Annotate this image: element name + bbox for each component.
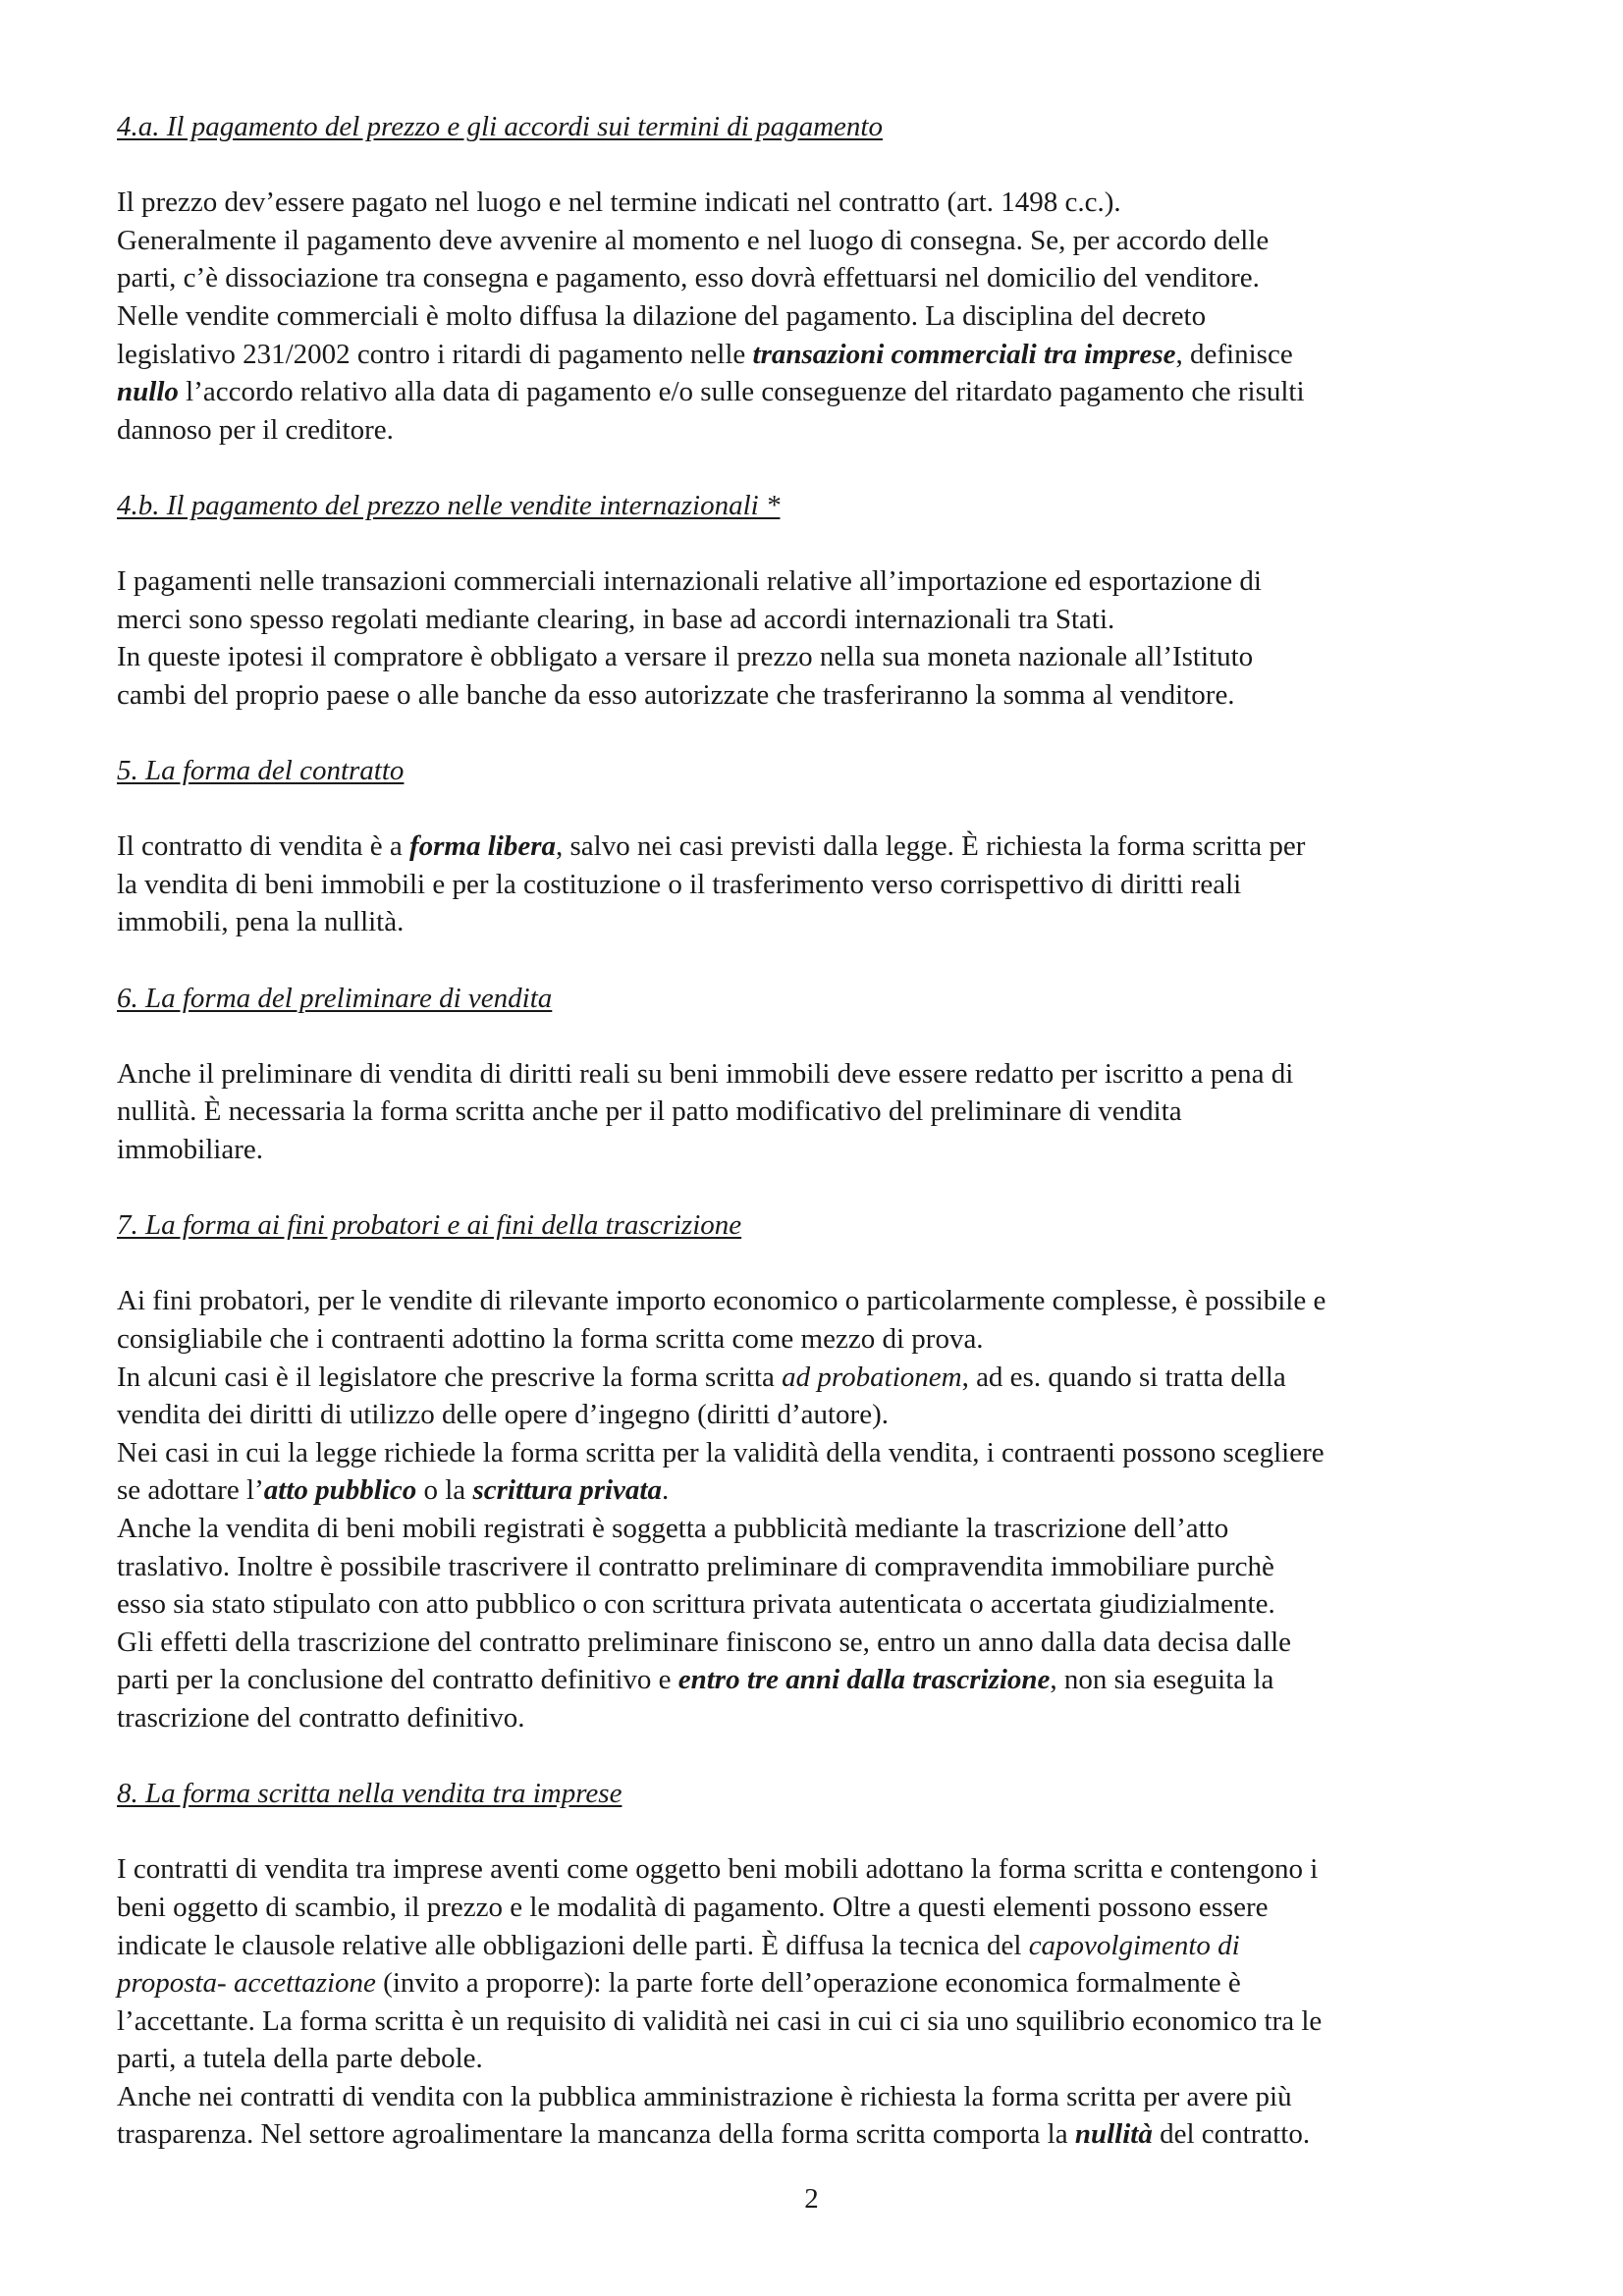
text-run: parti per la conclusione del contratto definitivo e xyxy=(117,1664,678,1696)
text-run: Anche il preliminare di vendita di diritti reali su beni immobili deve essere redatto per iscritto a pena di xyxy=(117,1057,1294,1090)
text-line xyxy=(117,1585,1521,1624)
text-run: immobiliare. xyxy=(117,1134,263,1166)
text-run: Generalmente il pagamento deve avvenire al momento e nel luogo di consegna. Se, per accordo delle xyxy=(117,224,1270,256)
text-line xyxy=(117,1927,1521,1965)
text-run: . xyxy=(662,1474,670,1507)
text-line xyxy=(117,866,1521,904)
text-run: legislativo 231/2002 contro i ritardi di pagamento nelle xyxy=(117,338,753,370)
text-run: parti, c’è dissociazione tra consegna e pagamento, esso dovrà effettuarsi nel domicilio del venditore. xyxy=(117,262,1260,294)
text-line xyxy=(117,1964,1521,2002)
section-heading: 5. La forma del contratto xyxy=(117,755,405,787)
text-line xyxy=(117,259,1521,297)
text-run: Ai fini probatori, per le vendite di rilevante importo economico o particolarmente complesse, è possibile e xyxy=(117,1285,1326,1317)
text-line xyxy=(117,1471,1521,1510)
emphasis-text: forma libera xyxy=(408,830,556,863)
text-run: o la xyxy=(416,1474,473,1507)
text-run: Anche la vendita di beni mobili registrati è soggetta a pubblicità mediante la trascrizione dell’atto xyxy=(117,1512,1229,1544)
section-paragraph xyxy=(117,184,1521,449)
text-run: consigliabile che i contraenti adottino la forma scritta come mezzo di prova. xyxy=(117,1323,984,1355)
text-run: l’accettante. La forma scritta è un requisito di validità nei casi in cui ci sia uno squilibrio economico tra le xyxy=(117,2004,1323,2037)
text-run: vendita dei diritti di utilizzo delle opere d’ingegno (diritti d’autore). xyxy=(117,1399,889,1431)
text-run: se adottare l’ xyxy=(117,1474,264,1507)
text-run: la vendita di beni immobili e per la costituzione o il trasferimento verso corrispettivo di diritti reali xyxy=(117,868,1242,900)
text-line xyxy=(117,903,1521,941)
section-paragraph xyxy=(117,1850,1521,2154)
text-run: , salvo nei casi previsti dalla legge. È richiesta la forma scritta per xyxy=(555,830,1306,863)
section-paragraph xyxy=(117,562,1521,714)
emphasis-text: transazioni commerciali tra imprese xyxy=(752,338,1176,370)
text-line xyxy=(117,1131,1521,1169)
text-run: immobili, pena la nullità. xyxy=(117,906,405,938)
text-run: , definisce xyxy=(1175,338,1293,370)
section-heading: 4.b. Il pagamento del prezzo nelle vendite internazionali * xyxy=(117,489,781,521)
text-line xyxy=(117,1320,1521,1359)
emphasis-text: entro tre anni dalla trascrizione xyxy=(677,1664,1051,1696)
section-paragraph xyxy=(117,1055,1521,1169)
text-line xyxy=(117,1434,1521,1472)
text-run: In queste ipotesi il compratore è obbligato a versare il prezzo nella sua moneta nazionale all’Istituto xyxy=(117,641,1254,673)
text-line xyxy=(117,411,1521,450)
text-line xyxy=(117,1055,1521,1094)
text-run: trasparenza. Nel settore agroalimentare la mancanza della forma scritta comporta la xyxy=(117,2118,1075,2151)
text-line xyxy=(117,1548,1521,1586)
text-line xyxy=(117,336,1521,374)
section-heading: 6. La forma del preliminare di vendita xyxy=(117,982,553,1014)
text-line xyxy=(117,1093,1521,1131)
text-line xyxy=(117,2002,1521,2041)
text-line xyxy=(117,1359,1521,1397)
text-run: merci sono spesso regolati mediante clearing, in base ad accordi internazionali tra Stati. xyxy=(117,603,1115,635)
italic-text: ad probationem xyxy=(782,1361,962,1393)
italic-text: capovolgimento di xyxy=(1028,1929,1240,1961)
text-line xyxy=(117,297,1521,336)
text-line xyxy=(117,562,1521,601)
text-line xyxy=(117,2115,1521,2154)
text-run: Il prezzo dev’essere pagato nel luogo e nel termine indicati nel contratto (art. 1498 c.c.). xyxy=(117,187,1121,219)
text-line xyxy=(117,1889,1521,1927)
text-run: Anche nei contratti di vendita con la pubblica amministrazione è richiesta la forma scritta per avere più xyxy=(117,2080,1292,2112)
text-run: indicate le clausole relative alle obbligazioni delle parti. È diffusa la tecnica del xyxy=(117,1929,1029,1961)
text-run: parti, a tutela della parte debole. xyxy=(117,2043,483,2075)
section-heading: 8. La forma scritta nella vendita tra imprese xyxy=(117,1778,622,1810)
section-heading: 7. La forma ai fini probatori e ai fini della trascrizione xyxy=(117,1209,742,1242)
section-heading: 4.a. Il pagamento del prezzo e gli accordi sui termini di pagamento xyxy=(117,111,883,142)
text-line xyxy=(117,2078,1521,2116)
text-line xyxy=(117,1850,1521,1889)
text-run: , ad es. quando si tratta della xyxy=(961,1361,1286,1393)
text-run: cambi del proprio paese o alle banche da esso autorizzate che trasferiranno la somma al venditore. xyxy=(117,678,1235,711)
text-run: nullità. È necessaria la forma scritta anche per il patto modificativo del preliminare di vendita xyxy=(117,1095,1182,1128)
text-line xyxy=(117,1661,1521,1699)
page-number: 2 xyxy=(804,2183,819,2215)
text-line xyxy=(117,828,1521,866)
text-run: Nei casi in cui la legge richiede la forma scritta per la validità della vendita, i contraenti possono scegliere xyxy=(117,1436,1325,1468)
text-run: (invito a proporre): la parte forte dell’operazione economica formalmente è xyxy=(375,1967,1241,2000)
text-run: , non sia eseguita la xyxy=(1050,1664,1274,1696)
italic-text: proposta- accettazione xyxy=(117,1967,376,2000)
text-line xyxy=(117,1624,1521,1662)
text-run: In alcuni casi è il legislatore che prescrive la forma scritta xyxy=(117,1361,783,1393)
text-run: I pagamenti nelle transazioni commerciali internazionali relative all’importazione ed esportazione di xyxy=(117,565,1262,598)
text-line xyxy=(117,2040,1521,2078)
text-line xyxy=(117,373,1521,411)
text-run: l’accordo relativo alla data di pagamento e/o sulle conseguenze del ritardato pagamento che risulti xyxy=(178,376,1305,408)
text-run: Nelle vendite commerciali è molto diffusa la dilazione del pagamento. La disciplina del decreto xyxy=(117,299,1207,332)
text-line xyxy=(117,638,1521,676)
text-line xyxy=(117,601,1521,639)
text-line xyxy=(117,676,1521,715)
section-paragraph xyxy=(117,1282,1521,1736)
text-run: traslativo. Inoltre è possibile trascrivere il contratto preliminare di compravendita immobiliare purchè xyxy=(117,1550,1274,1582)
text-line xyxy=(117,1396,1521,1434)
emphasis-text: atto pubblico xyxy=(263,1474,417,1507)
text-run: beni oggetto di scambio, il prezzo e le modalità di pagamento. Oltre a questi elementi possono essere xyxy=(117,1891,1269,1923)
text-line xyxy=(117,1510,1521,1548)
text-run: I contratti di vendita tra imprese aventi come oggetto beni mobili adottano la forma scritta e contengono i xyxy=(117,1853,1319,1886)
text-line xyxy=(117,1699,1521,1737)
section-paragraph xyxy=(117,828,1521,941)
text-line xyxy=(117,222,1521,260)
document-page xyxy=(117,108,1521,2154)
text-line xyxy=(117,1282,1521,1320)
text-run: trascrizione del contratto definitivo. xyxy=(117,1701,525,1734)
text-run: Gli effetti della trascrizione del contratto preliminare finiscono se, entro un anno dalla data decisa dalle xyxy=(117,1626,1292,1658)
emphasis-text: nullo xyxy=(117,376,179,408)
text-run: dannoso per il creditore. xyxy=(117,413,394,446)
text-line xyxy=(117,184,1521,222)
text-run: del contratto. xyxy=(1152,2118,1311,2151)
text-run: Il contratto di vendita è a xyxy=(117,830,409,863)
emphasis-text: nullità xyxy=(1074,2118,1153,2151)
emphasis-text: scrittura privata xyxy=(472,1474,662,1507)
text-run: esso sia stato stipulato con atto pubblico o con scrittura privata autenticata o accertata giudizialmente. xyxy=(117,1588,1275,1621)
